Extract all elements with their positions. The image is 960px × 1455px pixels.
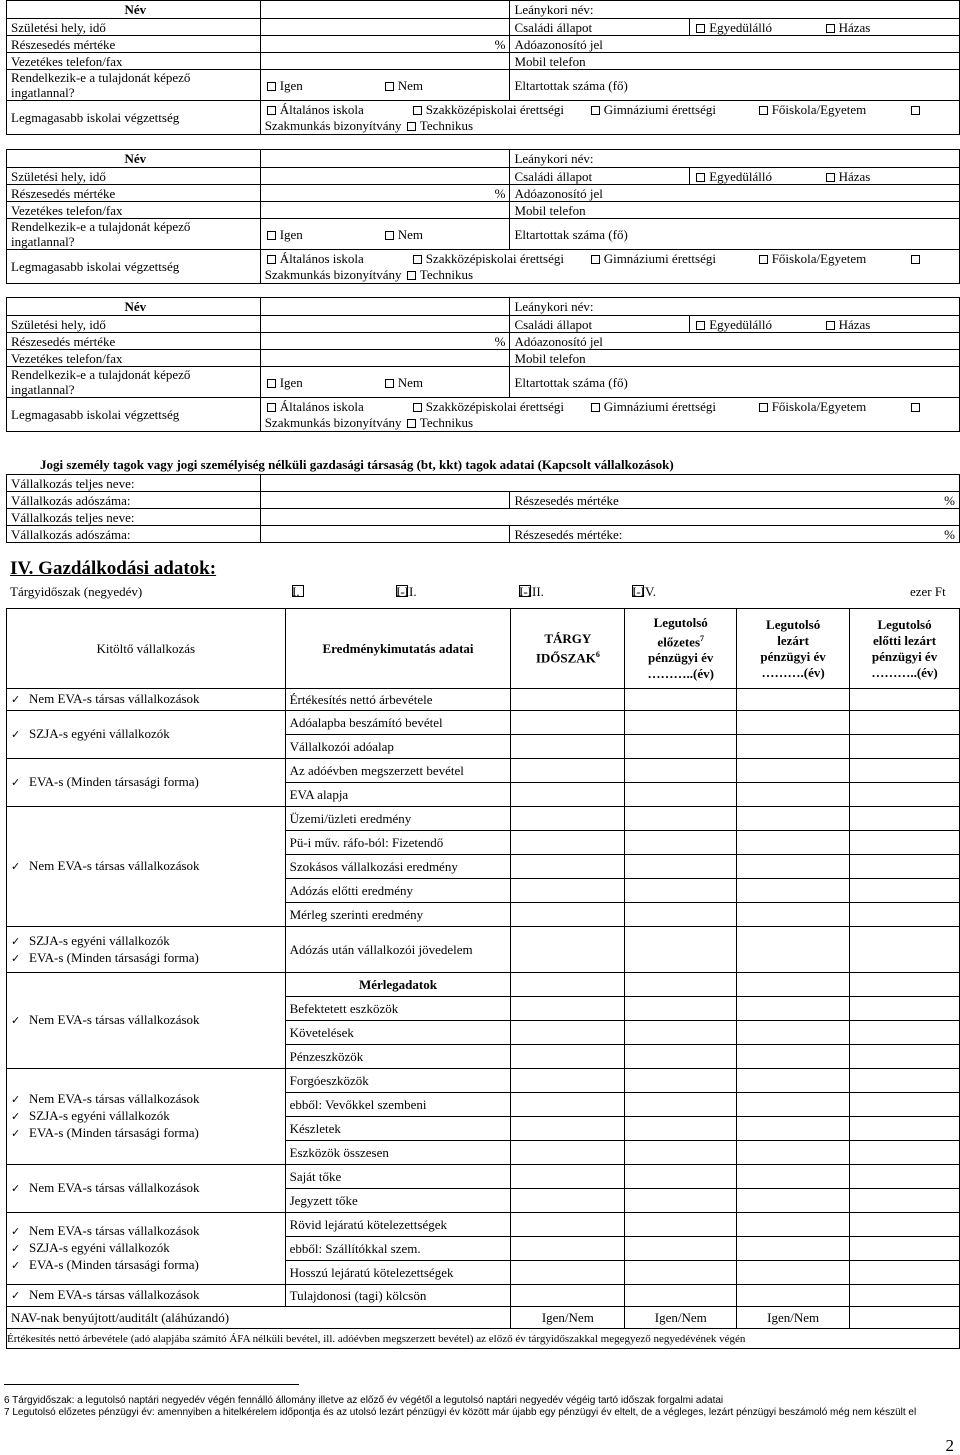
- page-number: 2: [945, 1436, 954, 1455]
- value-cell[interactable]: [850, 1213, 960, 1237]
- value-cell[interactable]: [850, 783, 960, 807]
- checkbox-icon[interactable]: [696, 173, 705, 182]
- checkbox-icon[interactable]: [911, 403, 920, 412]
- value-cell[interactable]: [511, 783, 625, 807]
- value-cell[interactable]: [511, 1285, 625, 1307]
- checkbox-icon[interactable]: [826, 321, 835, 330]
- value-cell[interactable]: [737, 735, 850, 759]
- value-cell[interactable]: [850, 1261, 960, 1285]
- value-cell[interactable]: [625, 759, 737, 783]
- landline-field[interactable]: [260, 350, 510, 367]
- row-label: Szokásos vállalkozási eredmény: [285, 855, 511, 879]
- checkbox-icon[interactable]: [591, 403, 600, 412]
- row-label: Pénzeszközök: [285, 1045, 511, 1069]
- row-label: ebből: Vevőkkel szembeni: [285, 1093, 511, 1117]
- check-icon: ✓: [11, 951, 21, 965]
- value-cell[interactable]: [511, 1021, 625, 1045]
- nav-option-prelim[interactable]: Igen/Nem: [625, 1307, 737, 1329]
- filler-group: ✓ Nem EVA-s társas vállalkozások: [7, 689, 286, 711]
- checkbox-icon[interactable]: [267, 403, 276, 412]
- value-cell[interactable]: [737, 1285, 850, 1307]
- row-label: EVA alapja: [285, 783, 511, 807]
- value-cell[interactable]: [737, 711, 850, 735]
- checkbox-icon[interactable]: [911, 255, 920, 264]
- footnotes: [4, 1395, 954, 1419]
- value-cell[interactable]: [850, 807, 960, 831]
- property-label: Rendelkezik-e a tulajdonát képező ingatlannal?: [7, 219, 261, 250]
- value-cell[interactable]: [850, 1117, 960, 1141]
- value-cell[interactable]: [511, 1237, 625, 1261]
- value-cell[interactable]: [625, 1261, 737, 1285]
- check-icon: ✓: [11, 1014, 21, 1027]
- name-field[interactable]: [260, 150, 510, 168]
- check-icon: ✓: [11, 1225, 21, 1238]
- marital-status-label: Családi állapot: [510, 168, 690, 185]
- company-name-label: Vállalkozás teljes neve:: [7, 509, 261, 526]
- prelim-year-header: Legutolsó előzetes$^7$ pénzügyi év ………..(év): [625, 609, 737, 689]
- value-cell[interactable]: [511, 807, 625, 831]
- value-cell[interactable]: [737, 855, 850, 879]
- value-cell[interactable]: [737, 1069, 850, 1093]
- name-field[interactable]: [260, 1, 510, 19]
- row-label: Tulajdonosi (tagi) kölcsön: [285, 1285, 511, 1307]
- birth-field[interactable]: [260, 168, 510, 185]
- check-icon: ✓: [11, 1259, 21, 1272]
- value-cell[interactable]: [511, 1189, 625, 1213]
- checkbox-icon[interactable]: [413, 403, 422, 412]
- check-icon: ✓: [11, 1242, 21, 1255]
- company-share-pct[interactable]: %: [929, 492, 959, 509]
- value-cell[interactable]: [850, 1069, 960, 1093]
- company-name-field[interactable]: [260, 475, 959, 492]
- row-label: Adózás előtti eredmény: [285, 879, 511, 903]
- checkbox-icon[interactable]: [759, 255, 768, 264]
- birth-label: Születési hely, idő: [7, 19, 261, 36]
- filler-group: ✓ Nem EVA-s társas vállalkozások: [7, 973, 286, 1069]
- birth-field[interactable]: [260, 316, 510, 333]
- married-option[interactable]: Házas: [820, 316, 960, 333]
- education-options[interactable]: Általános iskola Szakközépiskolai érettségi Gimnáziumi érettségi Főiskola/Egyetem Szakmunkás bizonyítvány Technikus: [260, 101, 959, 135]
- footnote-divider: [4, 1384, 299, 1385]
- education-options[interactable]: Általános iskola Szakközépiskolai érettségi Gimnáziumi érettségi Főiskola/Egyetem Szakmunkás bizonyítvány Technikus: [260, 398, 959, 432]
- value-cell[interactable]: [511, 711, 625, 735]
- row-label: Befektetett eszközök: [285, 997, 511, 1021]
- value-cell[interactable]: [625, 807, 737, 831]
- row-label: Pü-i műv. ráfo-ból: Fizetendő: [285, 831, 511, 855]
- value-cell[interactable]: [850, 735, 960, 759]
- value-cell[interactable]: [511, 927, 625, 973]
- filler-group: ✓ SZJA-s egyéni vállalkozók: [7, 711, 286, 759]
- value-cell[interactable]: [625, 997, 737, 1021]
- checkbox-icon[interactable]: [267, 379, 276, 388]
- check-icon: ✓: [11, 1127, 21, 1140]
- value-cell[interactable]: [625, 903, 737, 927]
- check-icon: ✓: [11, 1110, 21, 1123]
- value-cell[interactable]: [850, 759, 960, 783]
- tax-id-field[interactable]: Adóazonosító jel: [510, 185, 960, 202]
- property-label: Rendelkezik-e a tulajdonát képező ingatlannal?: [7, 70, 261, 101]
- balance-section-label: Mérlegadatok: [285, 973, 511, 997]
- checkbox-icon[interactable]: [267, 106, 276, 115]
- maiden-name-field[interactable]: Leánykori név:: [510, 1, 960, 19]
- value-cell[interactable]: [850, 1285, 960, 1307]
- birth-label: Születési hely, idő: [7, 316, 261, 333]
- value-cell[interactable]: [511, 973, 625, 997]
- value-cell[interactable]: [850, 831, 960, 855]
- row-label: Mérleg szerinti eredmény: [285, 903, 511, 927]
- company-taxid-field[interactable]: [260, 492, 510, 509]
- share-label: Részesedés mértéke: [7, 36, 261, 53]
- landline-label: Vezetékes telefon/fax: [7, 350, 261, 367]
- target-period-header: TÁRGY IDŐSZAK$^6$: [511, 609, 625, 689]
- property-options[interactable]: Igen Nem: [260, 219, 510, 250]
- value-cell[interactable]: [625, 855, 737, 879]
- checkbox-icon[interactable]: [407, 419, 416, 428]
- nav-option-closed[interactable]: Igen/Nem: [737, 1307, 850, 1329]
- closed-year-header: Legutolsó lezárt pénzügyi év ……….(év): [737, 609, 850, 689]
- value-cell[interactable]: [737, 1045, 850, 1069]
- share-field[interactable]: %: [260, 333, 510, 350]
- value-cell[interactable]: [511, 1213, 625, 1237]
- filler-group: ✓ Nem EVA-s társas vállalkozások ✓ SZJA-s egyéni vállalkozók ✓ EVA-s (Minden társasági forma): [7, 1069, 286, 1165]
- value-cell[interactable]: [850, 689, 960, 711]
- checkbox-icon[interactable]: [407, 122, 416, 131]
- checkbox-icon[interactable]: [407, 271, 416, 280]
- checkbox-icon[interactable]: [267, 255, 276, 264]
- row-label: Eszközök összesen: [285, 1141, 511, 1165]
- row-label: Vállalkozói adóalap: [285, 735, 511, 759]
- value-cell[interactable]: [850, 1165, 960, 1189]
- value-cell[interactable]: [737, 807, 850, 831]
- value-cell[interactable]: [625, 1189, 737, 1213]
- property-options[interactable]: Igen Nem: [260, 70, 510, 101]
- value-cell[interactable]: [511, 997, 625, 1021]
- value-cell[interactable]: [625, 1141, 737, 1165]
- checkbox-icon[interactable]: [759, 106, 768, 115]
- name-label: Név: [7, 150, 261, 168]
- value-cell[interactable]: [625, 711, 737, 735]
- checkbox-icon[interactable]: [696, 321, 705, 330]
- share-field[interactable]: %: [260, 36, 510, 53]
- check-icon: ✓: [11, 776, 21, 789]
- checkbox-icon[interactable]: [267, 82, 276, 91]
- row-label: Forgóeszközök: [285, 1069, 511, 1093]
- checkbox-icon[interactable]: [385, 379, 394, 388]
- row-label: Követelések: [285, 1021, 511, 1045]
- landline-label: Vezetékes telefon/fax: [7, 53, 261, 70]
- share-label: Részesedés mértéke: [7, 333, 261, 350]
- filler-group: ✓ Nem EVA-s társas vállalkozások ✓ SZJA-s egyéni vállalkozók ✓ EVA-s (Minden társasági forma): [7, 1213, 286, 1285]
- nav-label: NAV-nak benyújtott/auditált (aláhúzandó): [7, 1307, 511, 1329]
- period-label: Tárgyidőszak (negyedév): [10, 584, 143, 599]
- maiden-name-field[interactable]: Leánykori név:: [510, 150, 960, 168]
- prev-closed-year-header: Legutolsó előtti lezárt pénzügyi év ………..(év): [850, 609, 960, 689]
- tax-id-field[interactable]: Adóazonosító jel: [510, 36, 960, 53]
- person-data-table: [6, 149, 960, 284]
- education-label: Legmagasabb iskolai végzettség: [7, 250, 261, 284]
- share-field[interactable]: %: [260, 185, 510, 202]
- married-option[interactable]: Házas: [820, 168, 960, 185]
- single-option[interactable]: Egyedülálló: [690, 316, 820, 333]
- checkbox-icon[interactable]: [591, 255, 600, 264]
- check-icon: ✓: [11, 934, 21, 948]
- check-icon: ✓: [11, 860, 21, 873]
- person-data-table: [6, 297, 960, 432]
- value-cell[interactable]: [625, 689, 737, 711]
- education-label: Legmagasabb iskolai végzettség: [7, 101, 261, 135]
- company-taxid-label: Vállalkozás adószáma:: [7, 492, 261, 509]
- value-cell[interactable]: [737, 783, 850, 807]
- company-taxid-label: Vállalkozás adószáma:: [7, 526, 261, 543]
- related-companies-table: [6, 474, 960, 543]
- row-label: Adóalapba beszámító bevétel: [285, 711, 511, 735]
- row-label: Adózás után vállalkozói jövedelem: [285, 927, 511, 973]
- row-label: Készletek: [285, 1117, 511, 1141]
- value-cell[interactable]: [850, 997, 960, 1021]
- value-cell[interactable]: [511, 689, 625, 711]
- company-share-pct[interactable]: %: [929, 526, 959, 543]
- checkbox-icon[interactable]: [413, 255, 422, 264]
- value-cell[interactable]: [625, 927, 737, 973]
- company-share-label: Részesedés mértéke: [510, 492, 930, 509]
- name-label: Név: [7, 298, 261, 316]
- nav-option-target[interactable]: Igen/Nem: [511, 1307, 625, 1329]
- checkbox-icon[interactable]: [385, 231, 394, 240]
- check-icon: ✓: [11, 1093, 21, 1106]
- value-cell[interactable]: [737, 973, 850, 997]
- mobile-field[interactable]: Mobil telefon: [510, 350, 960, 367]
- check-icon: ✓: [11, 1289, 21, 1302]
- education-options[interactable]: Általános iskola Szakközépiskolai érettségi Gimnáziumi érettségi Főiskola/Egyetem Szakmunkás bizonyítvány Technikus: [260, 250, 959, 284]
- value-cell[interactable]: [737, 1117, 850, 1141]
- filler-group: ✓ Nem EVA-s társas vállalkozások: [7, 1165, 286, 1213]
- check-icon: ✓: [11, 1182, 21, 1195]
- value-cell[interactable]: [511, 1165, 625, 1189]
- value-cell[interactable]: [511, 831, 625, 855]
- value-cell[interactable]: [511, 903, 625, 927]
- landline-field[interactable]: [260, 53, 510, 70]
- footnote-6: 6 Tárgyidőszak: a legutolsó naptári negyedév végén fennálló állomány illetve az előző év végétől a legutolsó naptári negyedév végéig tartó időszak forgalmi adatai: [4, 1395, 724, 1406]
- birth-field[interactable]: [260, 19, 510, 36]
- married-option[interactable]: Házas: [820, 19, 960, 36]
- check-icon: ✓: [11, 728, 21, 741]
- value-cell[interactable]: [625, 1285, 737, 1307]
- value-cell[interactable]: [850, 1021, 960, 1045]
- value-cell[interactable]: [625, 783, 737, 807]
- value-cell[interactable]: [850, 1237, 960, 1261]
- landline-field[interactable]: [260, 202, 510, 219]
- share-label: Részesedés mértéke: [7, 185, 261, 202]
- value-cell[interactable]: [850, 1141, 960, 1165]
- row-label: ebből: Szállítókkal szem.: [285, 1237, 511, 1261]
- value-cell[interactable]: [511, 1141, 625, 1165]
- value-cell[interactable]: [737, 1237, 850, 1261]
- filler-group: ✓ Nem EVA-s társas vállalkozások: [7, 807, 286, 927]
- value-cell[interactable]: [625, 973, 737, 997]
- value-cell[interactable]: [737, 1093, 850, 1117]
- value-cell[interactable]: [737, 997, 850, 1021]
- checkbox-icon[interactable]: [759, 403, 768, 412]
- value-cell[interactable]: [737, 831, 850, 855]
- name-label: Név: [7, 1, 261, 19]
- value-cell[interactable]: [737, 1141, 850, 1165]
- mobile-field[interactable]: Mobil telefon: [510, 53, 960, 70]
- check-icon: ✓: [11, 693, 21, 706]
- value-cell[interactable]: [625, 1237, 737, 1261]
- filler-header: Kitöltő vállalkozás: [7, 609, 286, 689]
- maiden-name-field[interactable]: Leánykori név:: [510, 298, 960, 316]
- value-cell[interactable]: [511, 735, 625, 759]
- value-cell[interactable]: [625, 735, 737, 759]
- dependents-field[interactable]: Eltartottak száma (fő): [510, 70, 960, 101]
- birth-label: Születési hely, idő: [7, 168, 261, 185]
- value-cell[interactable]: [737, 903, 850, 927]
- footnote-7: 7 Legutolsó előzetes pénzügyi év: amennyiben a hitelkérelem időpontja és az utolsó lezárt pénzügyi év között már újabb egy pénzügyi év eltelt, de a végleges, lezárt pénzügyi beszámoló még nem készült el: [4, 1407, 917, 1418]
- value-cell[interactable]: [625, 1165, 737, 1189]
- value-cell[interactable]: [511, 759, 625, 783]
- row-label: Jegyzett tőke: [285, 1189, 511, 1213]
- checkbox-icon[interactable]: [413, 106, 422, 115]
- row-label: Rövid lejáratú kötelezettségek: [285, 1213, 511, 1237]
- checkbox-icon[interactable]: [826, 173, 835, 182]
- checkbox-icon[interactable]: [826, 24, 835, 33]
- company-share-label: Részesedés mértéke:: [510, 526, 930, 543]
- value-cell[interactable]: [511, 879, 625, 903]
- unit-label: ezer Ft: [910, 584, 946, 599]
- filler-group: ✓ EVA-s (Minden társasági forma): [7, 759, 286, 807]
- value-cell[interactable]: [850, 1189, 960, 1213]
- filler-group: ✓ SZJA-s egyéni vállalkozók ✓ EVA-s (Minden társasági forma): [7, 927, 286, 973]
- checkbox-icon[interactable]: [267, 231, 276, 240]
- value-cell[interactable]: [737, 1165, 850, 1189]
- checkbox-icon[interactable]: [591, 106, 600, 115]
- value-cell[interactable]: [737, 1213, 850, 1237]
- value-cell[interactable]: [625, 1093, 737, 1117]
- value-cell[interactable]: [625, 1045, 737, 1069]
- value-cell[interactable]: [850, 1093, 960, 1117]
- value-cell[interactable]: [511, 855, 625, 879]
- value-cell[interactable]: [850, 1307, 960, 1329]
- value-cell[interactable]: [850, 879, 960, 903]
- value-cell[interactable]: [737, 1189, 850, 1213]
- revenue-note: Értékesítés nettó árbevétele (adó alapjába számító ÁFA nélküli bevétel, ill. adóévben megszerzett bevétel) az előző év tárgyidőszakkal megegyező negyedévének végén: [7, 1329, 960, 1349]
- related-companies-title: Jogi személy tagok vagy jogi személyiség nélküli gazdasági társaság (bt, kkt) tagok adatai (Kapcsolt vállalkozások): [40, 457, 674, 472]
- value-cell[interactable]: [511, 1069, 625, 1093]
- value-cell[interactable]: [850, 927, 960, 973]
- checkbox-icon[interactable]: [385, 82, 394, 91]
- dependents-field[interactable]: Eltartottak száma (fő): [510, 367, 960, 398]
- value-cell[interactable]: [511, 1045, 625, 1069]
- value-cell[interactable]: [625, 1021, 737, 1045]
- value-cell[interactable]: [737, 1021, 850, 1045]
- property-options[interactable]: Igen Nem: [260, 367, 510, 398]
- value-cell[interactable]: [511, 1261, 625, 1285]
- education-label: Legmagasabb iskolai végzettség: [7, 398, 261, 432]
- mobile-field[interactable]: Mobil telefon: [510, 202, 960, 219]
- row-label: Saját tőke: [285, 1165, 511, 1189]
- value-cell[interactable]: [850, 903, 960, 927]
- value-cell[interactable]: [850, 855, 960, 879]
- tax-id-field[interactable]: Adóazonosító jel: [510, 333, 960, 350]
- value-cell[interactable]: [737, 879, 850, 903]
- single-option[interactable]: Egyedülálló: [690, 19, 820, 36]
- landline-label: Vezetékes telefon/fax: [7, 202, 261, 219]
- value-cell[interactable]: [625, 831, 737, 855]
- company-taxid-field[interactable]: [260, 526, 510, 543]
- value-cell[interactable]: [625, 879, 737, 903]
- company-name-label: Vállalkozás teljes neve:: [7, 475, 261, 492]
- row-label: Értékesítés nettó árbevétele: [285, 689, 511, 711]
- financial-data-table: [6, 608, 960, 1349]
- checkbox-icon[interactable]: [696, 24, 705, 33]
- dependents-field[interactable]: Eltartottak száma (fő): [510, 219, 960, 250]
- value-cell[interactable]: [737, 759, 850, 783]
- name-field[interactable]: [260, 298, 510, 316]
- value-cell[interactable]: [850, 711, 960, 735]
- value-cell[interactable]: [850, 973, 960, 997]
- value-cell[interactable]: [625, 1213, 737, 1237]
- row-label: Üzemi/üzleti eredmény: [285, 807, 511, 831]
- single-option[interactable]: Egyedülálló: [690, 168, 820, 185]
- property-label: Rendelkezik-e a tulajdonát képező ingatlannal?: [7, 367, 261, 398]
- income-header: Eredménykimutatás adatai: [285, 609, 511, 689]
- value-cell[interactable]: [625, 1117, 737, 1141]
- marital-status-label: Családi állapot: [510, 19, 690, 36]
- filler-group: ✓ Nem EVA-s társas vállalkozások: [7, 1285, 286, 1307]
- value-cell[interactable]: [511, 1117, 625, 1141]
- value-cell[interactable]: [737, 689, 850, 711]
- value-cell[interactable]: [737, 927, 850, 973]
- value-cell[interactable]: [511, 1093, 625, 1117]
- checkbox-icon[interactable]: [911, 106, 920, 115]
- value-cell[interactable]: [625, 1069, 737, 1093]
- marital-status-label: Családi állapot: [510, 316, 690, 333]
- company-name-field[interactable]: [260, 509, 959, 526]
- row-label: Hosszú lejáratú kötelezettségek: [285, 1261, 511, 1285]
- value-cell[interactable]: [850, 1045, 960, 1069]
- section-heading: IV. Gazdálkodási adatok:: [10, 558, 217, 579]
- row-label: Az adóévben megszerzett bevétel: [285, 759, 511, 783]
- value-cell[interactable]: [737, 1261, 850, 1285]
- person-data-table: [6, 0, 960, 135]
